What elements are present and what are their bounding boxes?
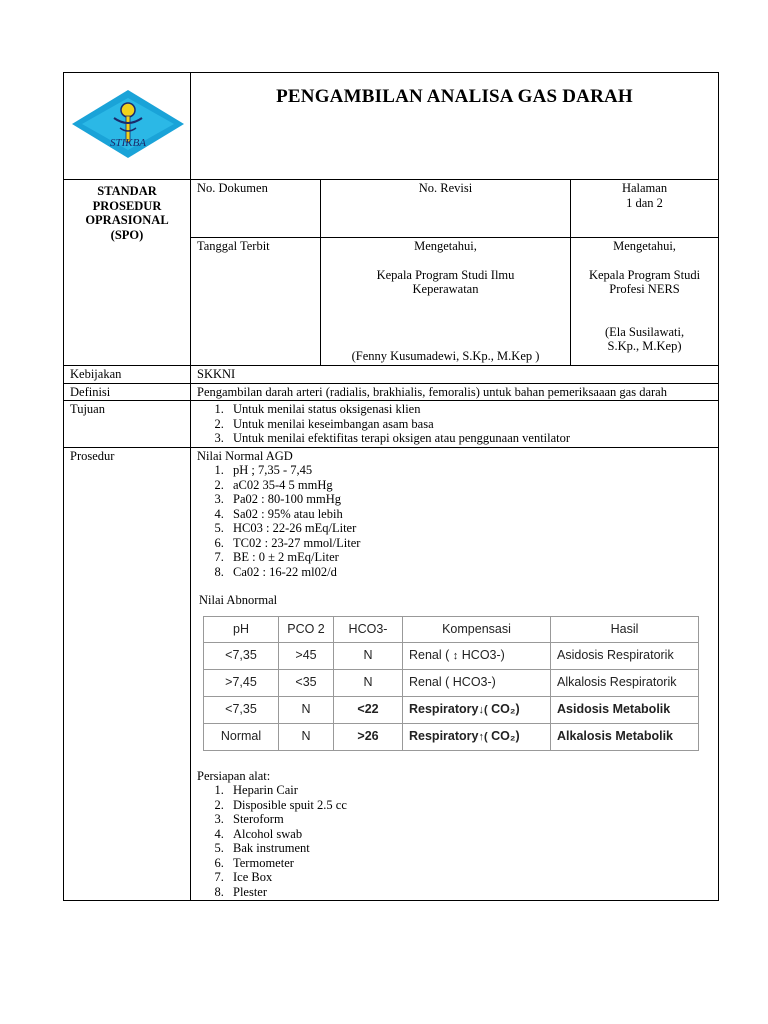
abnormal-pco2: <35 — [279, 669, 334, 696]
stikba-logo — [70, 88, 186, 160]
abnormal-row — [204, 669, 699, 696]
mengetahui-cell-1 — [321, 238, 571, 366]
jabatan-2: Kepala Program Studi Profesi NERS — [588, 267, 701, 296]
abnormal-header: HCO3- — [334, 616, 403, 642]
abnormal-row — [204, 642, 699, 669]
prosedur-cell — [191, 447, 719, 901]
abnormal-header: Kompensasi — [403, 616, 551, 642]
mengetahui-cell-2 — [571, 238, 719, 366]
nilai-normal-item: 1. pH ; 7,35 - 7,45 — [227, 463, 712, 478]
kebijakan-row — [64, 366, 719, 384]
persiapan-item: 3. Steroform — [227, 812, 712, 827]
abnormal-kompensasi: Respiratory↑( CO₂) — [403, 723, 551, 750]
abnormal-hasil: Alkalosis Metabolik — [551, 723, 699, 750]
definisi-value: Pengambilan darah arteri (radialis, brakhialis, femoralis) untuk bahan pemeriksaaan gas darah — [191, 383, 719, 401]
nilai-normal-item: 5. HC03 : 22-26 mEq/Liter — [227, 521, 712, 536]
tujuan-item: 2. Untuk menilai keseimbangan asam basa — [227, 417, 712, 432]
nilai-normal-title: Nilai Normal AGD — [197, 448, 293, 463]
abnormal-kompensasi: Respiratory↓( CO₂) — [403, 696, 551, 723]
jabatan-1: Kepala Program Studi Ilmu Keperawatan — [376, 267, 515, 296]
abnormal-hco3: <22 — [334, 696, 403, 723]
tujuan-cell — [191, 401, 719, 448]
persiapan-item: 2. Disposible spuit 2.5 cc — [227, 798, 712, 813]
spo-document — [63, 72, 719, 901]
tujuan-item: 3. Untuk menilai efektifitas terapi oksigen atau penggunaan ventilator — [227, 431, 712, 446]
nilai-normal-item: 4. Sa02 : 95% atau lebih — [227, 507, 712, 522]
no-dokumen-label: No. Dokumen — [191, 180, 321, 238]
abnormal-hasil: Asidosis Respiratorik — [551, 642, 699, 669]
persiapan-item: 1. Heparin Cair — [227, 783, 712, 798]
nilai-normal-item: 2. aC02 35-4 5 mmHg — [227, 478, 712, 493]
abnormal-row — [204, 696, 699, 723]
spo-row-1 — [64, 180, 719, 238]
abnormal-ph: >7,45 — [204, 669, 279, 696]
abnormal-kompensasi: Renal ( HCO3-) — [403, 669, 551, 696]
persiapan-title: Persiapan alat: — [197, 768, 271, 783]
logo-cell — [64, 73, 191, 180]
mengetahui-1: Mengetahui, — [414, 239, 477, 253]
up-down-arrow-icon: ↕ — [452, 649, 459, 662]
no-revisi-label: No. Revisi — [321, 180, 571, 238]
abnormal-hasil: Alkalosis Respiratorik — [551, 669, 699, 696]
abnormal-header-row — [204, 616, 699, 642]
abnormal-ph: <7,35 — [204, 642, 279, 669]
mengetahui-2: Mengetahui, — [613, 239, 676, 253]
abnormal-pco2: N — [279, 723, 334, 750]
header-row — [64, 73, 719, 180]
abnormal-pco2: >45 — [279, 642, 334, 669]
spo-label: STANDAR PROSEDUR OPRASIONAL (SPO) — [64, 180, 191, 366]
kebijakan-value: SKKNI — [191, 366, 719, 384]
definisi-label: Definisi — [64, 383, 191, 401]
persiapan-item: 6. Termometer — [227, 856, 712, 871]
abnormal-hco3: >26 — [334, 723, 403, 750]
kebijakan-label: Kebijakan — [64, 366, 191, 384]
halaman-value: 1 dan 2 — [626, 195, 663, 210]
persiapan-item: 8. Plester — [227, 885, 712, 900]
tujuan-row — [64, 401, 719, 448]
prosedur-label: Prosedur — [64, 447, 191, 901]
logo-text: STIKBA — [109, 137, 147, 150]
persiapan-list — [197, 783, 712, 899]
prosedur-row — [64, 447, 719, 901]
nilai-normal-item: 7. BE : 0 ± 2 mEq/Liter — [227, 550, 712, 565]
nilai-normal-item: 3. Pa02 : 80-100 mmHg — [227, 492, 712, 507]
abnormal-header: PCO 2 — [279, 616, 334, 642]
nilai-abnormal-title: Nilai Abnormal — [199, 593, 278, 607]
title-cell — [191, 73, 719, 180]
abnormal-header: Hasil — [551, 616, 699, 642]
down-arrow-icon: ↓( — [478, 703, 488, 716]
nama-2: (Ela Susilawati, S.Kp., M.Kep) — [604, 324, 685, 353]
nama-1: (Fenny Kusumadewi, S.Kp., M.Kep ) — [351, 348, 540, 363]
halaman-label: Halaman — [621, 181, 668, 195]
abnormal-hasil: Asidosis Metabolik — [551, 696, 699, 723]
nilai-normal-item: 6. TC02 : 23-27 mmol/Liter — [227, 536, 712, 551]
abnormal-ph: Normal — [204, 723, 279, 750]
persiapan-item: 7. Ice Box — [227, 870, 712, 885]
abnormal-row — [204, 723, 699, 750]
abnormal-hco3: N — [334, 642, 403, 669]
abnormal-kompensasi: Renal ( ↕ HCO3-) — [403, 642, 551, 669]
persiapan-item: 5. Bak instrument — [227, 841, 712, 856]
up-arrow-icon: ↑( — [478, 730, 488, 743]
abnormal-ph: <7,35 — [204, 696, 279, 723]
abnormal-hco3: N — [334, 669, 403, 696]
tanggal-terbit-label: Tanggal Terbit — [191, 238, 321, 366]
nilai-normal-item: 8. Ca02 : 16-22 ml02/d — [227, 565, 712, 580]
definisi-row — [64, 383, 719, 401]
page-title: PENGAMBILAN ANALISA GAS DARAH — [276, 86, 633, 107]
nilai-normal-list — [197, 463, 712, 579]
tujuan-label: Tujuan — [64, 401, 191, 448]
persiapan-item: 4. Alcohol swab — [227, 827, 712, 842]
abnormal-pco2: N — [279, 696, 334, 723]
abnormal-table — [203, 616, 699, 751]
halaman-cell — [571, 180, 719, 238]
tujuan-item: 1. Untuk menilai status oksigenasi klien — [227, 402, 712, 417]
abnormal-header: pH — [204, 616, 279, 642]
tujuan-list — [197, 402, 712, 446]
